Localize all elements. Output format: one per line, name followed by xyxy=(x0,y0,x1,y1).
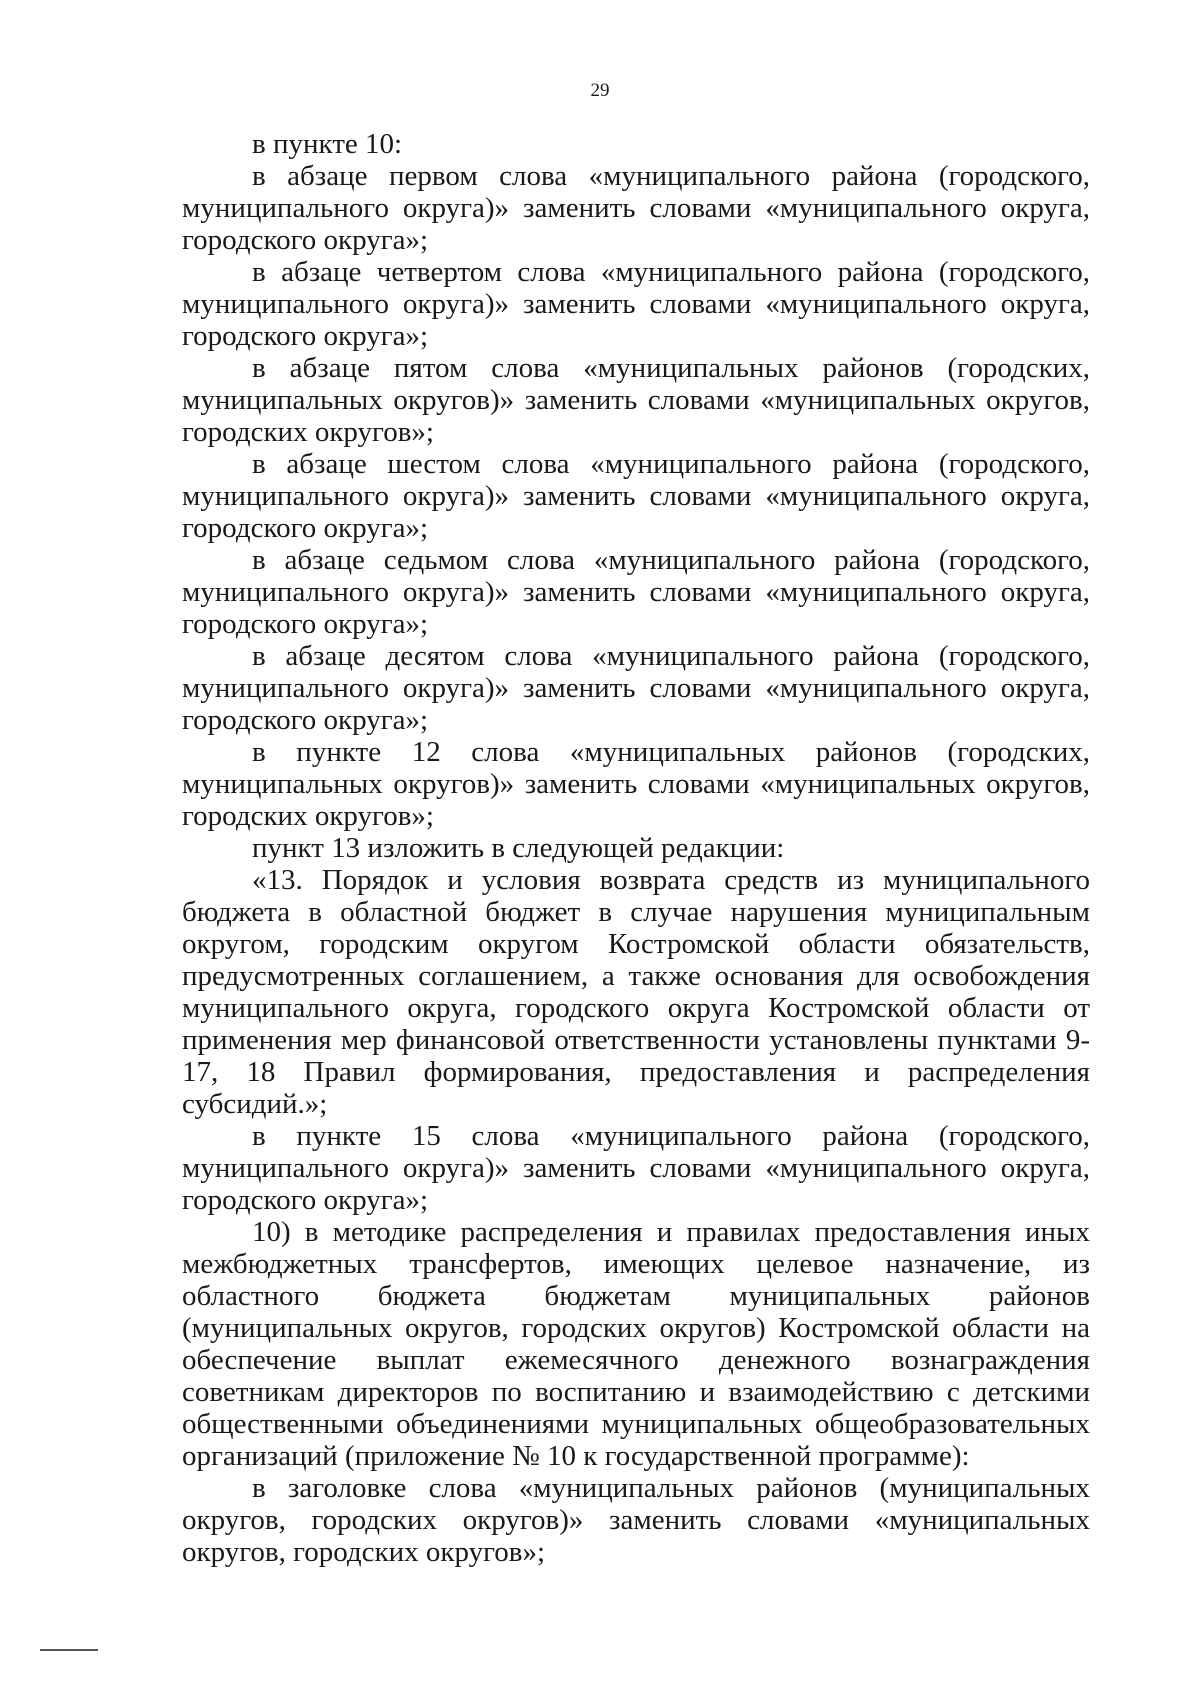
paragraph: 10) в методике распределения и правилах предоставления иных межбюджетных трансфертов, имеющих целевое назначение, из областного бюджета бюджетам муниципальных районов (муниципальных округов, городских округов) Костромской области на обеспечение выплат ежемесячного денежного вознаграждения советникам директоров по воспитанию и взаимодействию с детскими общественными объединениями муниципальных общеобразовательных организаций (приложение № 10 к государственной программе): xyxy=(182,1216,1090,1472)
paragraph: пункт 13 изложить в следующей редакции: xyxy=(252,832,785,864)
paragraph: в абзаце шестом слова «муниципального района (городского, муниципального округа)» заменить словами «муниципального округа, городского округа»; xyxy=(182,448,1090,544)
page-number: 29 xyxy=(590,80,610,101)
paragraph: в пункте 12 слова «муниципальных районов (городских, муниципальных округов)» заменить словами «муниципальных округов, городских округов»; xyxy=(182,736,1090,832)
paragraph: «13. Порядок и условия возврата средств из муниципального бюджета в областной бюджет в случае нарушения муниципальным округом, городским округом Костромской области обязательств, предусмотренных соглашением, а также основания для освобождения муниципального округа, городского округа Костромской области от применения мер финансовой ответственности установлены пунктами 9-17, 18 Правил формирования, предоставления и распределения субсидий.»; xyxy=(182,864,1090,1120)
paragraph: в абзаце десятом слова «муниципального района (городского, муниципального округа)» заменить словами «муниципального округа, городского округа»; xyxy=(182,640,1090,736)
paragraph: в абзаце первом слова «муниципального района (городского, муниципального округа)» заменить словами «муниципального округа, городского округа»; xyxy=(182,160,1090,256)
paragraph: в абзаце седьмом слова «муниципального района (городского, муниципального округа)» заменить словами «муниципального округа, городского округа»; xyxy=(182,544,1090,640)
paragraph: в пункте 10: xyxy=(252,128,403,160)
paragraph: в пункте 15 слова «муниципального района (городского, муниципального округа)» заменить словами «муниципального округа, городского округа»; xyxy=(182,1120,1090,1216)
paragraph: в абзаце пятом слова «муниципальных районов (городских, муниципальных округов)» заменить словами «муниципальных округов, городских округов»; xyxy=(182,352,1090,448)
document-body xyxy=(182,128,1090,1568)
paragraph: в абзаце четвертом слова «муниципального района (городского, муниципального округа)» заменить словами «муниципального округа, городского округа»; xyxy=(182,256,1090,352)
paragraph: в заголовке слова «муниципальных районов (муниципальных округов, городских округов)» заменить словами «муниципальных округов, городских округов»; xyxy=(182,1472,1090,1568)
footer-divider xyxy=(40,1649,98,1651)
